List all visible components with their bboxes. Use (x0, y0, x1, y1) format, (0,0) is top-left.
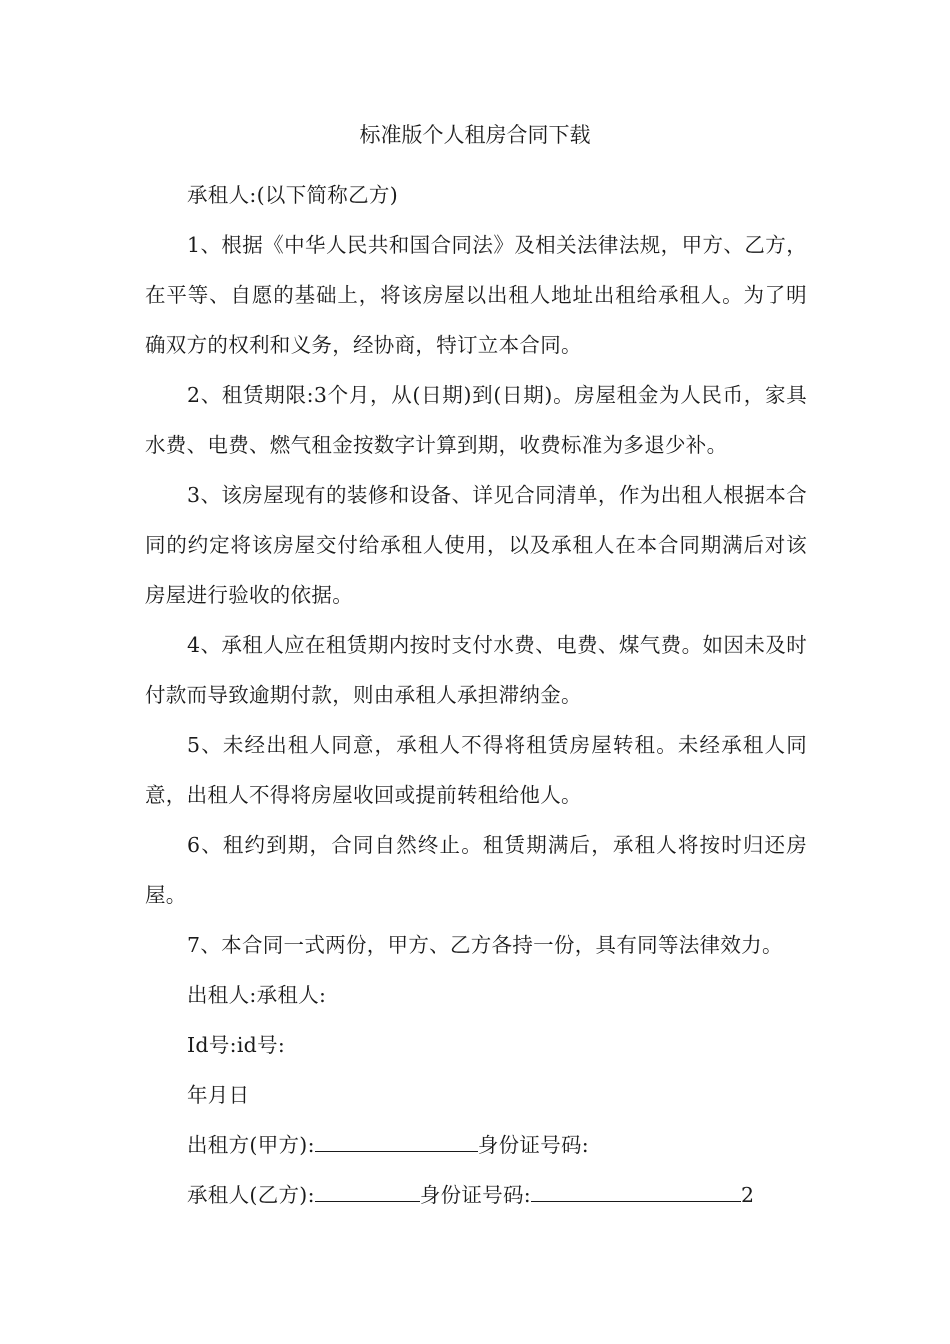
clause-2: 2、租赁期限:3个月，从(日期)到(日期)。房屋租金为人民币，家具水费、电费、燃气租金按数字计算到期，收费标准为多退少补。 (145, 383, 807, 457)
id-line: Id号:id号: (187, 1033, 286, 1057)
lessor-id-label: 身份证号码: (477, 1133, 590, 1157)
lessor-name-blank (315, 1133, 478, 1152)
date-line: 年月日 (187, 1083, 250, 1107)
parties-line: 出租人:承租人: (187, 983, 327, 1007)
clause-7: 7、本合同一式两份，甲方、乙方各持一份，具有同等法律效力。 (187, 933, 783, 957)
lessee-signature-line (145, 1170, 807, 1220)
lessee-name-blank (315, 1183, 420, 1202)
document-body (145, 170, 807, 1220)
lessee-label: 承租人(乙方): (187, 1183, 315, 1207)
clause-6: 6、租约到期，合同自然终止。租赁期满后，承租人将按时归还房屋。 (145, 833, 807, 907)
intro-line: 承租人:(以下简称乙方) (187, 183, 399, 207)
lessor-label: 出租方(甲方): (187, 1133, 315, 1157)
page-number: 2 (741, 1183, 755, 1207)
clause-1: 1、根据《中华人民共和国合同法》及相关法律法规，甲方、乙方，在平等、自愿的基础上，将该房屋以出租人地址出租给承租人。为了明确双方的权利和义务，经协商，特订立本合同。 (145, 233, 807, 357)
lessee-id-label: 身份证号码: (419, 1183, 532, 1207)
clause-3: 3、该房屋现有的装修和设备、详见合同清单，作为出租人根据本合同的约定将该房屋交付给承租人使用，以及承租人在本合同期满后对该房屋进行验收的依据。 (145, 483, 807, 607)
lessee-id-blank (531, 1183, 741, 1202)
lessor-signature-line (145, 1120, 807, 1170)
document-title: 标准版个人租房合同下载 (359, 123, 591, 147)
clause-5: 5、未经出租人同意，承租人不得将租赁房屋转租。未经承租人同意，出租人不得将房屋收回或提前转租给他人。 (145, 733, 807, 807)
clause-4: 4、承租人应在租赁期内按时支付水费、电费、煤气费。如因未及时付款而导致逾期付款，则由承租人承担滞纳金。 (145, 633, 807, 707)
